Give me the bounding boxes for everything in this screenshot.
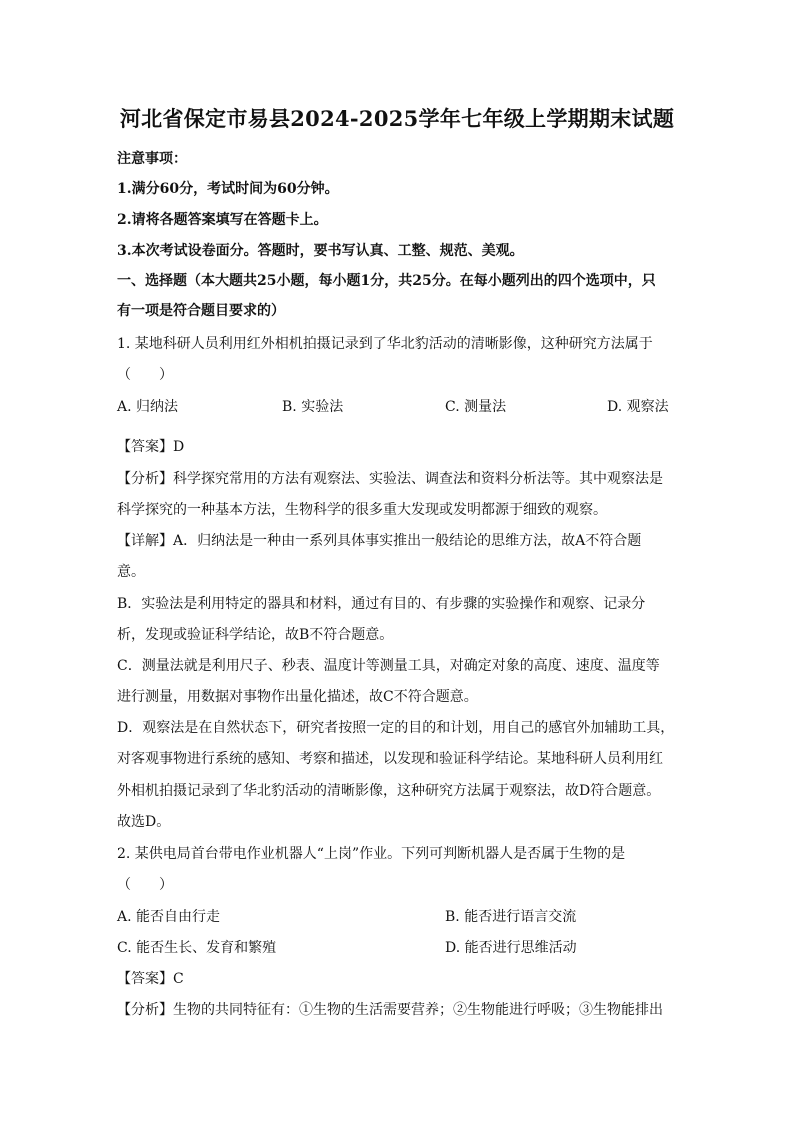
q2-option-d: D. 能否进行思维活动	[445, 940, 577, 956]
q2-analysis: 【分析】生物的共同特征有：①生物的生活需要营养；②生物能进行呼吸；③生物能排出	[117, 1002, 663, 1018]
q2-option-c: C. 能否生长、发育和繁殖	[117, 940, 277, 956]
q2-blank: （ ）	[117, 877, 173, 893]
q1-detail: 外相机拍摄记录到了华北豹活动的清晰影像，这种研究方法属于观察法，故D符合题意。	[117, 783, 661, 799]
q2-option-b: B. 能否进行语言交流	[445, 909, 577, 925]
q1-option-a: A. 归纳法	[117, 399, 179, 415]
q1-detail: B．实验法是利用特定的器具和材料，通过有目的、有步骤的实验操作和观察、记录分	[117, 596, 646, 612]
q1-option-d: D. 观察法	[607, 399, 669, 415]
q1-detail: 进行测量，用数据对事物作出量化描述，故C不符合题意。	[117, 689, 478, 705]
q1-blank: （ ）	[117, 367, 173, 383]
q1-option-b: B. 实验法	[282, 399, 344, 415]
section-heading: 一、选择题（本大题共25小题，每小题1分，共25分。在每小题列出的四个选项中，只	[117, 273, 656, 289]
notice-item: 3.本次考试设卷面分。答题时，要书写认真、工整、规范、美观。	[117, 243, 524, 259]
q1-answer: 【答案】D	[117, 439, 185, 455]
q1-detail: 对客观事物进行系统的感知、考察和描述，以发现和验证科学结论。某地科研人员利用红	[117, 751, 663, 767]
section-heading-cont: 有一项是符合题目要求的）	[117, 303, 285, 319]
q1-detail: D．观察法是在自然状态下，研究者按照一定的目的和计划，用自己的感官外加辅助工具，	[117, 720, 675, 736]
q2-option-a: A. 能否自由行走	[117, 909, 221, 925]
notice-item: 2.请将各题答案填写在答题卡上。	[117, 212, 328, 228]
notice-heading: 注意事项：	[117, 151, 187, 167]
q1-option-c: C. 测量法	[445, 399, 507, 415]
q1-detail: C．测量法就是利用尺子、秒表、温度计等测量工具，对确定对象的高度、速度、温度等	[117, 658, 660, 674]
q1-detail: 【详解】A．归纳法是一种由一系列具体事实推出一般结论的思维方法，故A不符合题	[117, 533, 642, 549]
q2-stem: 2. 某供电局首台带电作业机器人“上岗”作业。下列可判断机器人是否属于生物的是	[117, 846, 626, 862]
page-title: 河北省保定市易县2024-2025学年七年级上学期期末试题	[119, 106, 675, 131]
q1-detail: 析，发现或验证科学结论，故B不符合题意。	[117, 627, 394, 643]
q1-detail: 故选D。	[117, 814, 171, 830]
q1-stem: 1. 某地科研人员利用红外相机拍摄记录到了华北豹活动的清晰影像，这种研究方法属于	[117, 336, 653, 352]
q2-answer: 【答案】C	[117, 971, 184, 987]
q1-analysis: 【分析】科学探究常用的方法有观察法、实验法、调查法和资料分析法等。其中观察法是	[117, 471, 663, 487]
q1-analysis: 科学探究的一种基本方法，生物科学的很多重大发现或发明都源于细致的观察。	[117, 502, 607, 518]
q1-detail: 意。	[117, 564, 145, 580]
notice-item: 1.满分60分，考试时间为60分钟。	[117, 181, 339, 197]
